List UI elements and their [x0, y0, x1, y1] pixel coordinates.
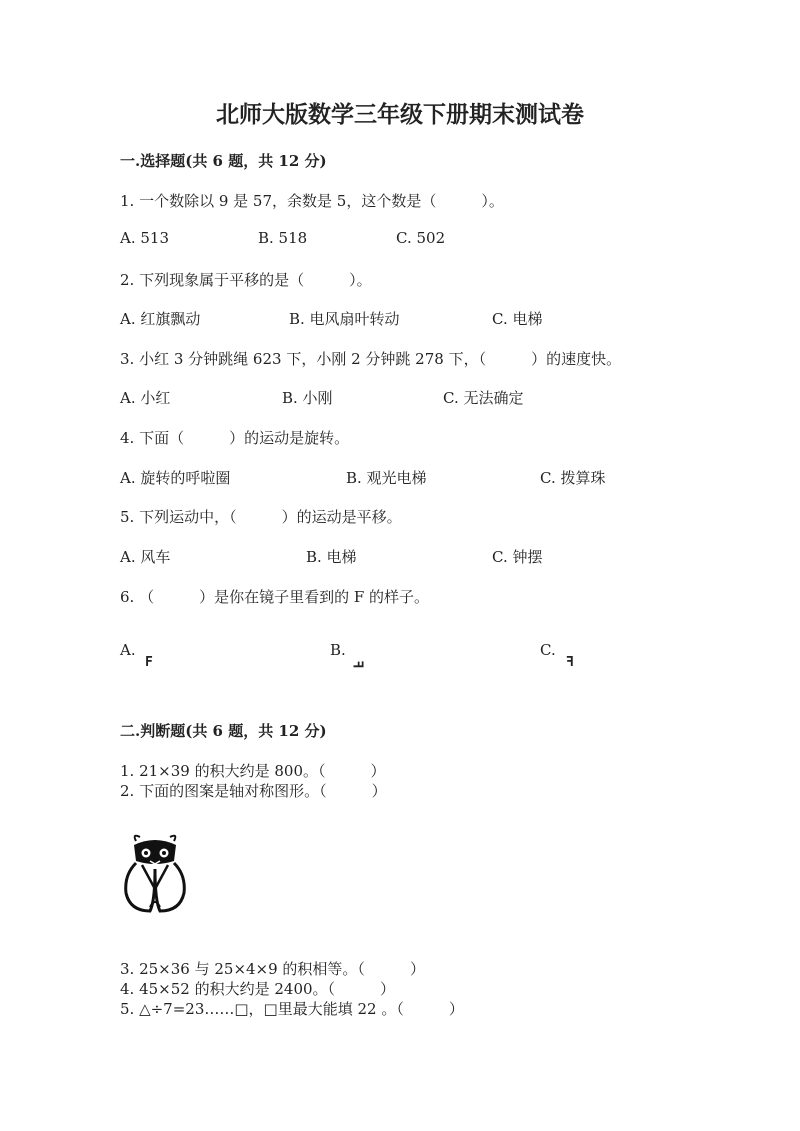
mirror-f-option-a: F	[145, 655, 153, 670]
section-heading-choice: 一.选择题(共 6 题，共 12 分)	[120, 152, 327, 170]
judgement-3: 3. 25×36 与 25×4×9 的积相等。（ ）	[120, 960, 425, 978]
question-5: 5. 下列运动中，（ ）的运动是平移。	[120, 508, 402, 526]
judgement-1: 1. 21×39 的积大约是 800。（ ）	[120, 762, 386, 780]
q2-option-b: B. 电风扇叶转动	[289, 310, 400, 328]
q5-option-a: A. 风车	[120, 548, 171, 566]
section-heading-judgement: 二.判断题(共 6 题，共 12 分)	[120, 722, 327, 740]
judgement-5: 5. △÷7=23……□，□里最大能填 22 。（ ）	[120, 1000, 464, 1018]
q6-option-a: A.	[120, 641, 136, 659]
q2-option-c: C. 电梯	[492, 310, 543, 328]
q4-option-c: C. 拨算珠	[540, 469, 606, 487]
question-1: 1. 一个数除以 9 是 57，余数是 5，这个数是（ ）。	[120, 192, 504, 210]
q4-option-a: A. 旋转的呼啦圈	[120, 469, 231, 487]
bug-illustration	[122, 831, 188, 915]
q6-option-b: B.	[330, 641, 346, 659]
q1-option-b: B. 518	[258, 229, 308, 247]
mirror-f-option-c: F	[566, 655, 574, 670]
q5-option-b: B. 电梯	[306, 548, 357, 566]
question-2: 2. 下列现象属于平移的是（ ）。	[120, 271, 372, 289]
question-6: 6. （ ）是你在镜子里看到的 F 的样子。	[120, 588, 430, 606]
q4-option-b: B. 观光电梯	[346, 469, 427, 487]
q1-option-c: C. 502	[396, 229, 446, 247]
q1-option-a: A. 513	[120, 229, 169, 247]
question-4: 4. 下面（ ）的运动是旋转。	[120, 429, 350, 447]
page-title: 北师大版数学三年级下册期末测试卷	[216, 101, 584, 128]
q6-option-c: C.	[540, 641, 556, 659]
judgement-2: 2. 下面的图案是轴对称图形。（ ）	[120, 782, 387, 800]
judgement-4: 4. 45×52 的积大约是 2400。（ ）	[120, 980, 396, 998]
question-3: 3. 小红 3 分钟跳绳 623 下，小刚 2 分钟跳 278 下，（ ）的速度快。	[120, 350, 622, 368]
q2-option-a: A. 红旗飘动	[120, 310, 201, 328]
q3-option-c: C. 无法确定	[443, 389, 524, 407]
mirror-f-option-b: F	[349, 660, 365, 669]
q3-option-b: B. 小刚	[282, 389, 333, 407]
q3-option-a: A. 小红	[120, 389, 171, 407]
q5-option-c: C. 钟摆	[492, 548, 543, 566]
